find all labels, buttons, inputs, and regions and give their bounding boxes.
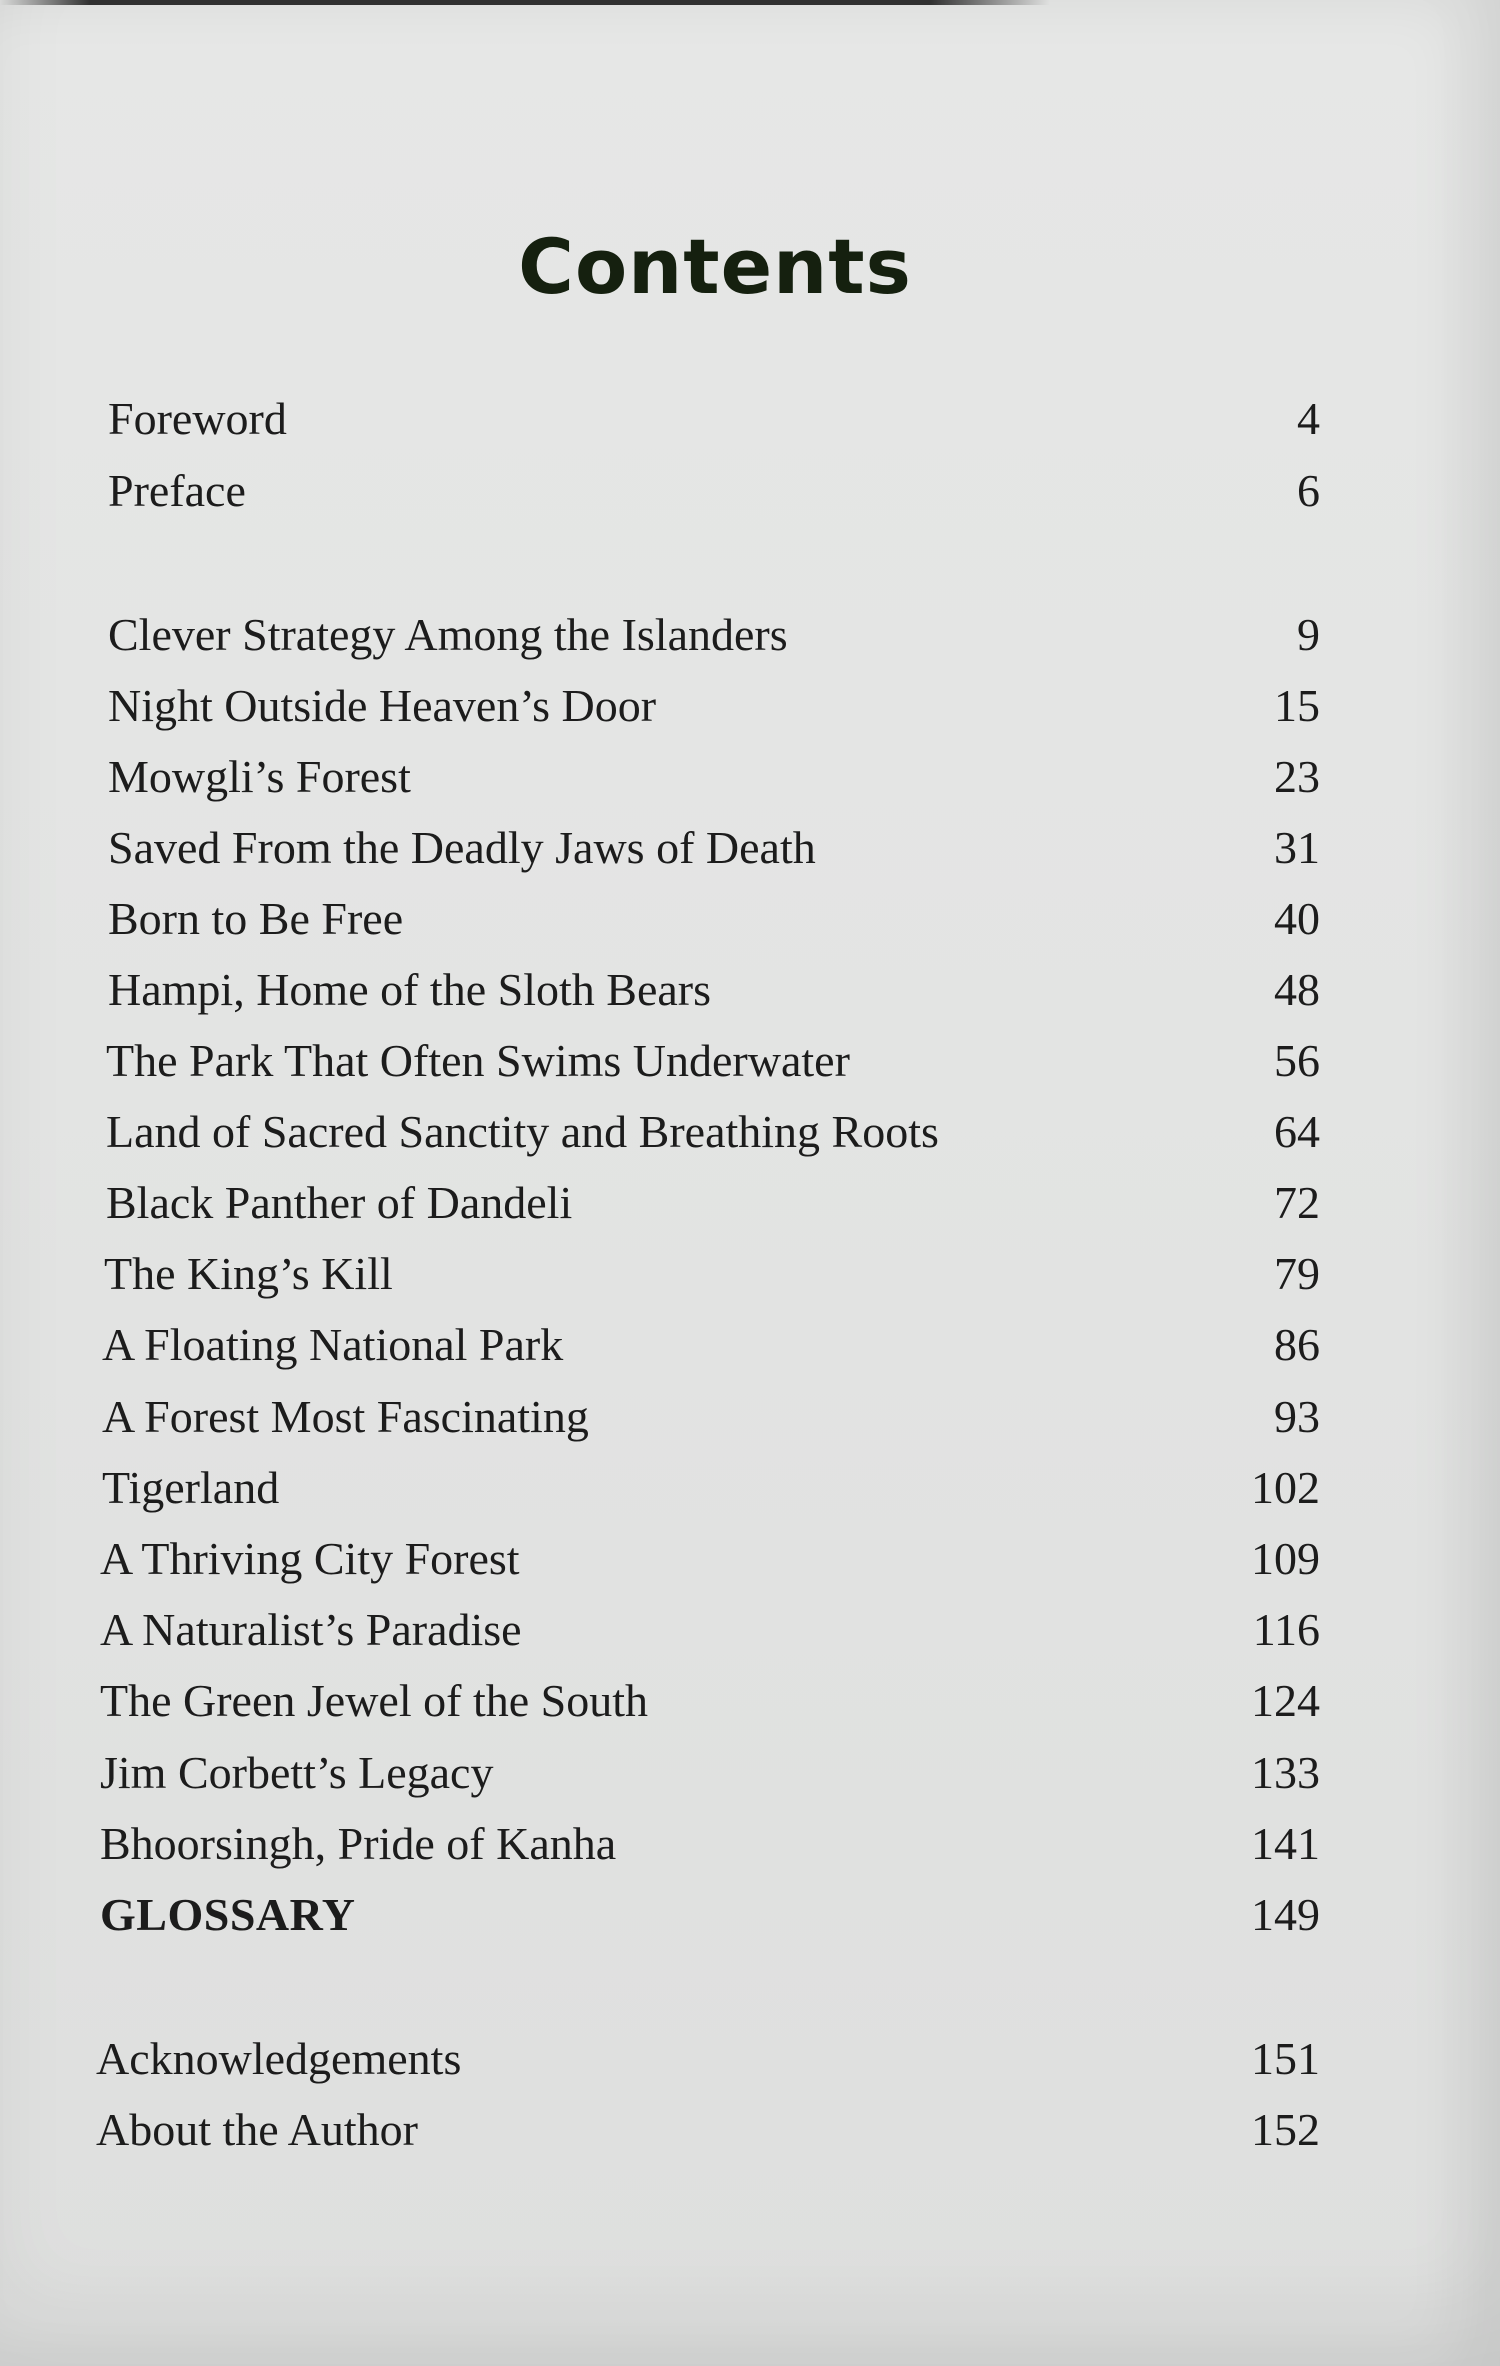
toc-entry-label: About the Author [96,2104,418,2155]
toc-entry-label: Foreword [108,393,287,444]
toc-entry-page-number: 102 [1251,1462,1320,1513]
toc-entry-page-number: 133 [1251,1747,1320,1798]
toc-entry-about-the-author [96,2103,1320,2167]
toc-entry-page-number: 93 [1274,1391,1320,1442]
toc-entry-glossary [100,1888,1320,1952]
toc-entry-label: Saved From the Deadly Jaws of Death [108,822,816,873]
toc-entry-page-number: 15 [1274,680,1320,731]
toc-entry-label: The Green Jewel of the South [100,1675,649,1726]
toc-entry-page-number: 109 [1251,1533,1320,1584]
toc-entry-label: Preface [108,465,246,516]
toc-entry-page-number: 31 [1274,822,1320,873]
toc-entry-page-number: 64 [1274,1106,1320,1157]
toc-entry-page-number: 124 [1251,1675,1320,1726]
page-title: Contents [518,222,912,311]
toc-entry-label: A Thriving City Forest [100,1533,520,1584]
toc-entry-page-number: 79 [1274,1248,1320,1299]
toc-entry-label: A Naturalist’s Paradise [100,1604,522,1655]
toc-entry-page-number: 48 [1274,964,1320,1015]
toc-entry-acknowledgements [96,2032,1320,2096]
toc-entry-label: A Floating National Park [102,1319,564,1370]
toc-entry-chapter [108,608,1320,672]
toc-entry-chapter [102,1390,1320,1454]
toc-entry-page-number: 23 [1274,751,1320,802]
toc-entry-chapter [100,1817,1320,1881]
toc-entry-page-number: 86 [1274,1319,1320,1370]
toc-entry-label: Tigerland [102,1462,280,1513]
toc-entry-label: Bhoorsingh, Pride of Kanha [100,1818,617,1869]
toc-entry-page-number: 141 [1251,1818,1320,1869]
toc-entry-label: The Park That Often Swims Underwater [106,1035,850,1086]
toc-entry-page-number: 56 [1274,1035,1320,1086]
toc-entry-page-number: 6 [1297,465,1320,516]
toc-entry-label: GLOSSARY [100,1889,356,1940]
toc-entry-page-number: 151 [1251,2033,1320,2084]
toc-entry-chapter [100,1603,1320,1667]
toc-entry-page-number: 9 [1297,609,1320,660]
toc-entry-label: Night Outside Heaven’s Door [108,680,657,731]
toc-entry-chapter [104,1247,1320,1311]
toc-entry-page-number: 116 [1252,1604,1320,1655]
toc-entry-chapter [102,1461,1320,1525]
toc-entry-label: Clever Strategy Among the Islanders [108,609,788,660]
toc-entry-label: Born to Be Free [108,893,404,944]
toc-entry-label: Land of Sacred Sanctity and Breathing Roots [106,1106,939,1157]
toc-entry-chapter [108,679,1320,743]
toc-entry-label: Mowgli’s Forest [108,751,411,802]
toc-entry-page-number: 149 [1251,1889,1320,1940]
toc-entry-label: Hampi, Home of the Sloth Bears [108,964,712,1015]
toc-entry-preface [108,464,1320,528]
toc-entry-page-number: 152 [1251,2104,1320,2155]
toc-entry-chapter [106,1034,1320,1098]
toc-entry-chapter [106,1176,1320,1240]
toc-entry-chapter [106,1105,1320,1169]
toc-entry-page-number: 4 [1297,393,1320,444]
toc-entry-page-number: 40 [1274,893,1320,944]
toc-entry-label: A Forest Most Fascinating [102,1391,589,1442]
toc-entry-chapter [108,821,1320,885]
toc-entry-chapter [108,963,1320,1027]
toc-entry-foreword [108,392,1320,456]
toc-entry-chapter [100,1746,1320,1810]
toc-entry-label: Jim Corbett’s Legacy [100,1747,494,1798]
toc-entry-chapter [100,1532,1320,1596]
toc-entry-label: Black Panther of Dandeli [106,1177,573,1228]
toc-entry-chapter [108,892,1320,956]
toc-entry-label: Acknowledgements [96,2033,462,2084]
toc-entry-label: The King’s Kill [104,1248,393,1299]
toc-entry-page-number: 72 [1274,1177,1320,1228]
toc-entry-chapter [108,750,1320,814]
toc-entry-chapter [100,1674,1320,1738]
toc-entry-chapter [102,1318,1320,1382]
